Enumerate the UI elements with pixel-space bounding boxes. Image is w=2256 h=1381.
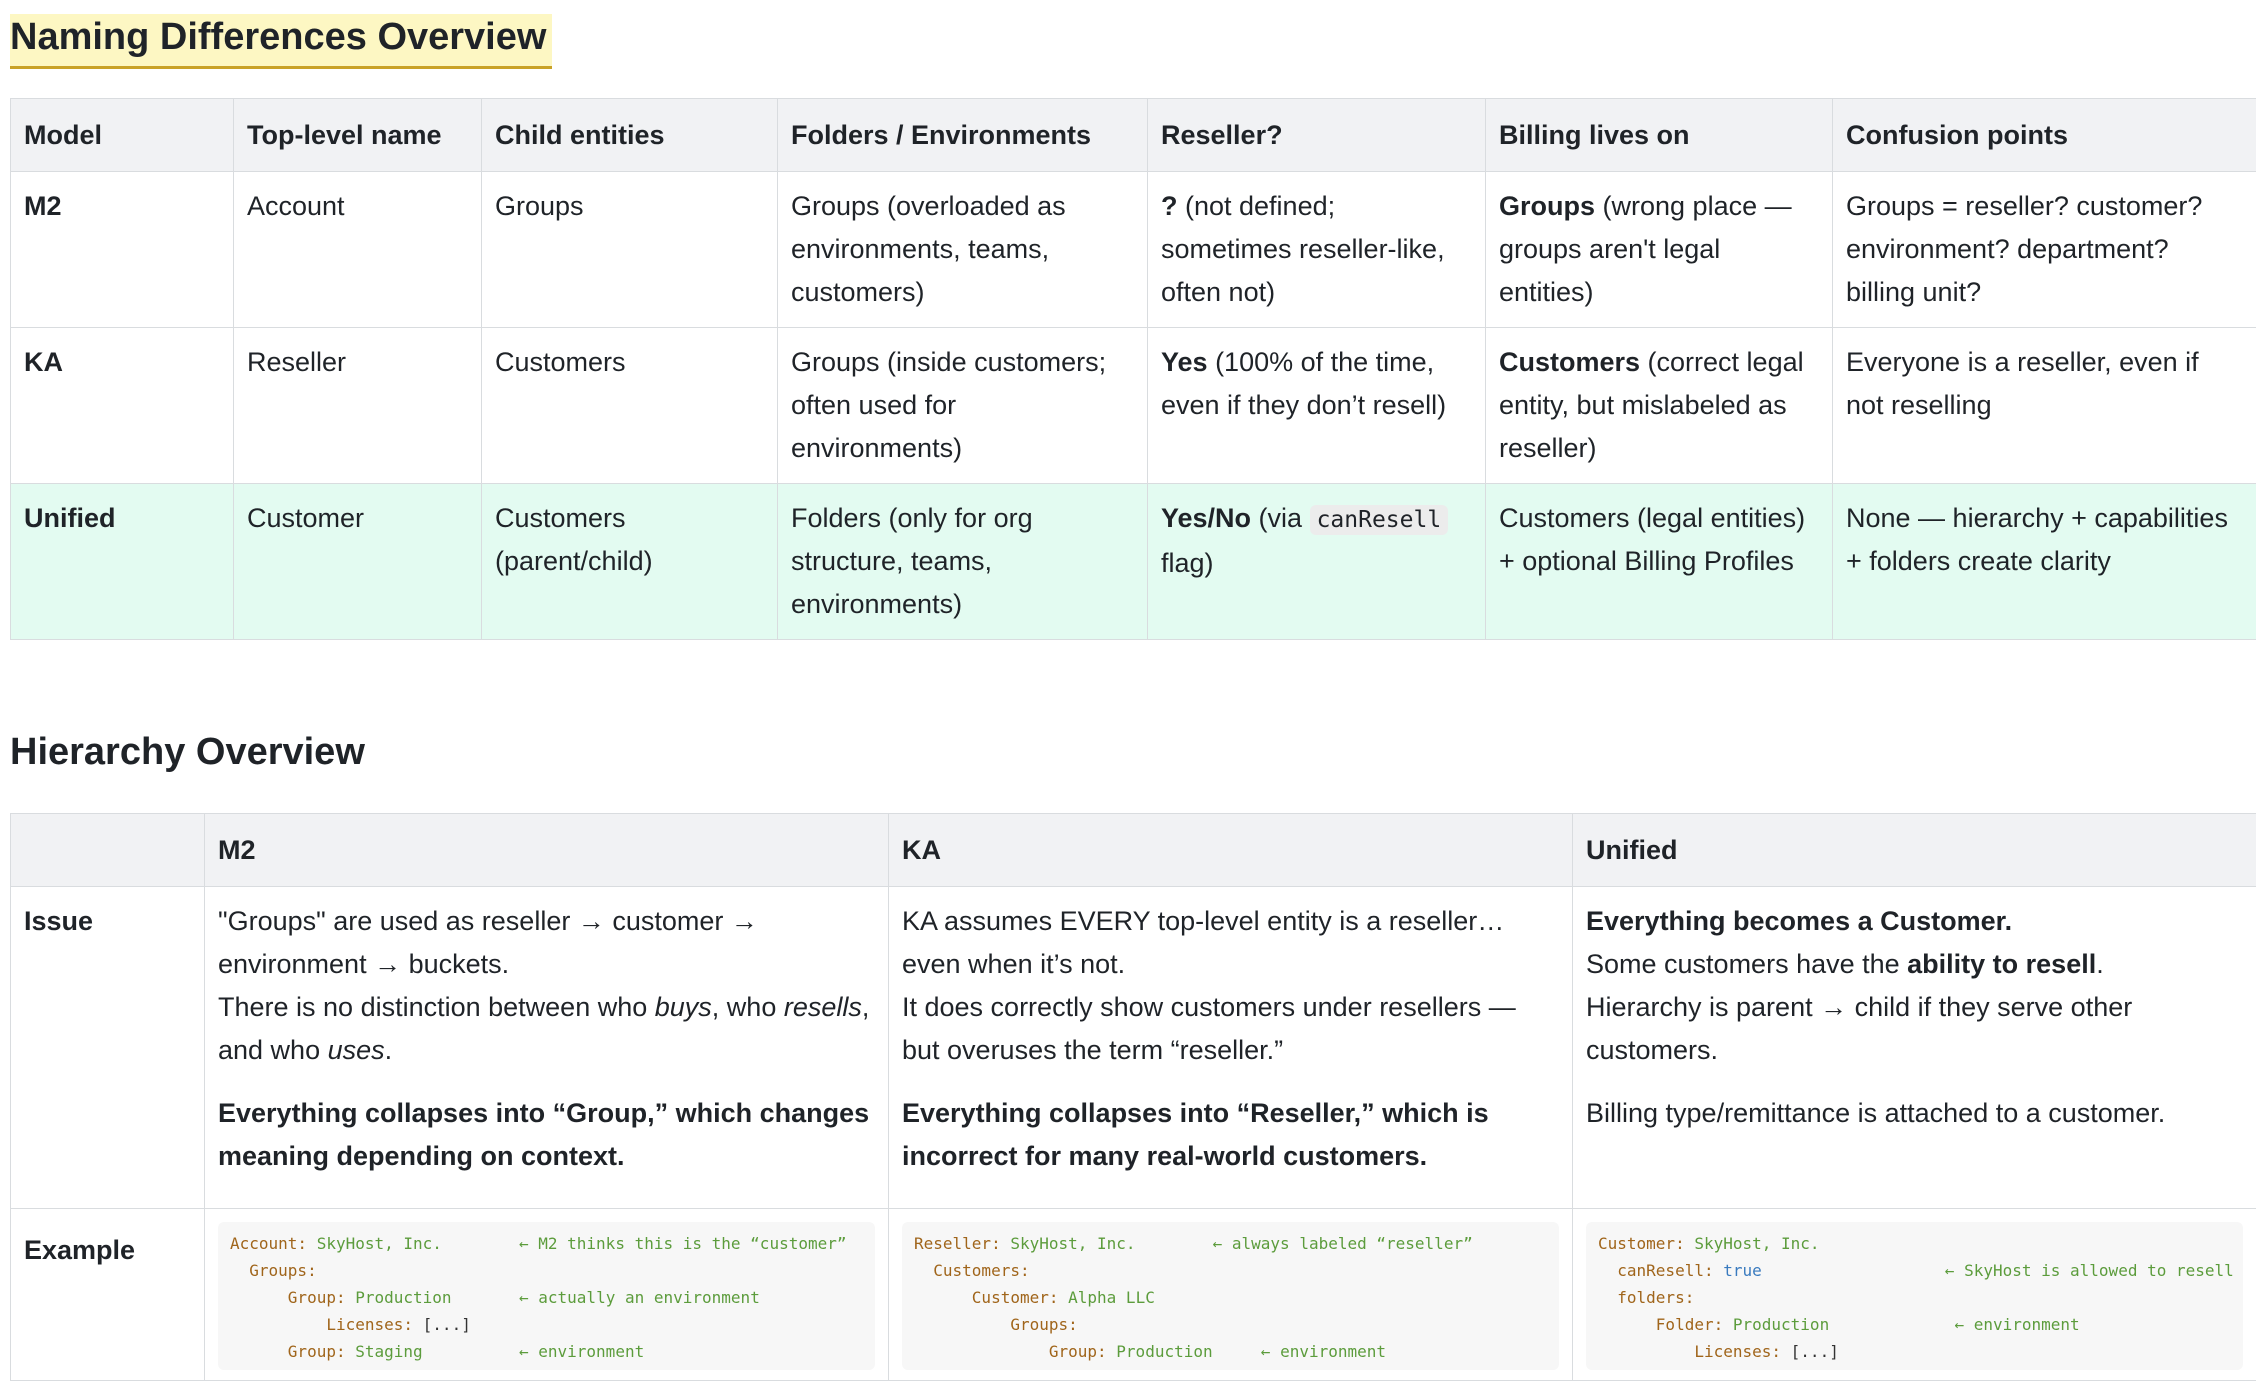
hierarchy-overview-table bbox=[10, 813, 2256, 1381]
top-level-cell: Reseller bbox=[234, 328, 482, 484]
child-entities-cell: Customers (parent/child) bbox=[482, 484, 778, 640]
table-header-row bbox=[11, 814, 2256, 887]
column-header: Model bbox=[11, 99, 234, 172]
model-cell: Unified bbox=[11, 484, 234, 640]
hierarchy-overview-title: Hierarchy Overview bbox=[10, 728, 365, 776]
table-row-highlighted bbox=[11, 484, 2256, 640]
reseller-cell: Yes (100% of the time, even if they don’t resell) bbox=[1148, 328, 1486, 484]
column-header bbox=[11, 814, 205, 887]
column-header: M2 bbox=[205, 814, 889, 887]
reseller-cell: Yes/No (via canResell flag) bbox=[1148, 484, 1486, 640]
code-block: Account: SkyHost, Inc. ← M2 thinks this is the “customer” Groups: Group: Production ← actually an environment Licenses: [...] Group: Staging ← environment bbox=[218, 1222, 875, 1370]
top-level-cell: Customer bbox=[234, 484, 482, 640]
table-row bbox=[11, 172, 2256, 328]
example-label: Example bbox=[11, 1209, 205, 1381]
child-entities-cell: Groups bbox=[482, 172, 778, 328]
code-block: Reseller: SkyHost, Inc. ← always labeled “reseller” Customers: Customer: Alpha LLC Groups: Group: Production ← environment bbox=[902, 1222, 1559, 1370]
confusion-cell: Groups = reseller? customer? environment? department? billing unit? bbox=[1833, 172, 2256, 328]
column-header: Child entities bbox=[482, 99, 778, 172]
code-block: Customer: SkyHost, Inc. canResell: true ← SkyHost is allowed to resell folders: Folder: Production ← environment Licenses: [...] bbox=[1586, 1222, 2243, 1370]
m2-issue-cell: "Groups" are used as reseller → customer → environment → buckets. There is no distinction between who buys, who resells, and who uses. Everything collapses into “Group,” which changes meaning depending on context. bbox=[205, 887, 889, 1209]
example-row bbox=[11, 1209, 2256, 1381]
column-header: Billing lives on bbox=[1486, 99, 1833, 172]
folders-cell: Folders (only for org structure, teams, environments) bbox=[778, 484, 1148, 640]
model-cell: KA bbox=[11, 328, 234, 484]
billing-cell: Groups (wrong place — groups aren't legal entities) bbox=[1486, 172, 1833, 328]
confusion-cell: None — hierarchy + capabilities + folders create clarity bbox=[1833, 484, 2256, 640]
m2-example-cell bbox=[205, 1209, 889, 1381]
model-cell: M2 bbox=[11, 172, 234, 328]
naming-differences-table bbox=[10, 98, 2256, 640]
naming-differences-title: Naming Differences Overview bbox=[10, 14, 552, 69]
column-header: Top-level name bbox=[234, 99, 482, 172]
folders-cell: Groups (overloaded as environments, teams, customers) bbox=[778, 172, 1148, 328]
billing-cell: Customers (legal entities) + optional Billing Profiles bbox=[1486, 484, 1833, 640]
unified-issue-cell: Everything becomes a Customer. Some customers have the ability to resell. Hierarchy is parent → child if they serve other customers. Billing type/remittance is attached to a customer. bbox=[1573, 887, 2256, 1209]
top-level-cell: Account bbox=[234, 172, 482, 328]
ka-issue-cell: KA assumes EVERY top-level entity is a reseller… even when it’s not. It does correctly show customers under resellers — but overuses the term “reseller.” Everything collapses into “Reseller,” which is incorrect for many real-world customers. bbox=[889, 887, 1573, 1209]
reseller-cell: ? (not defined; sometimes reseller-like, often not) bbox=[1148, 172, 1486, 328]
column-header: KA bbox=[889, 814, 1573, 887]
inline-code: canResell bbox=[1310, 505, 1449, 535]
child-entities-cell: Customers bbox=[482, 328, 778, 484]
table-header-row bbox=[11, 99, 2256, 172]
issue-row bbox=[11, 887, 2256, 1209]
column-header: Unified bbox=[1573, 814, 2256, 887]
confusion-cell: Everyone is a reseller, even if not reselling bbox=[1833, 328, 2256, 484]
column-header: Folders / Environments bbox=[778, 99, 1148, 172]
table-row bbox=[11, 328, 2256, 484]
billing-cell: Customers (correct legal entity, but mislabeled as reseller) bbox=[1486, 328, 1833, 484]
folders-cell: Groups (inside customers; often used for environments) bbox=[778, 328, 1148, 484]
column-header: Reseller? bbox=[1148, 99, 1486, 172]
issue-label: Issue bbox=[11, 887, 205, 1209]
unified-example-cell bbox=[1573, 1209, 2256, 1381]
ka-example-cell bbox=[889, 1209, 1573, 1381]
column-header: Confusion points bbox=[1833, 99, 2256, 172]
